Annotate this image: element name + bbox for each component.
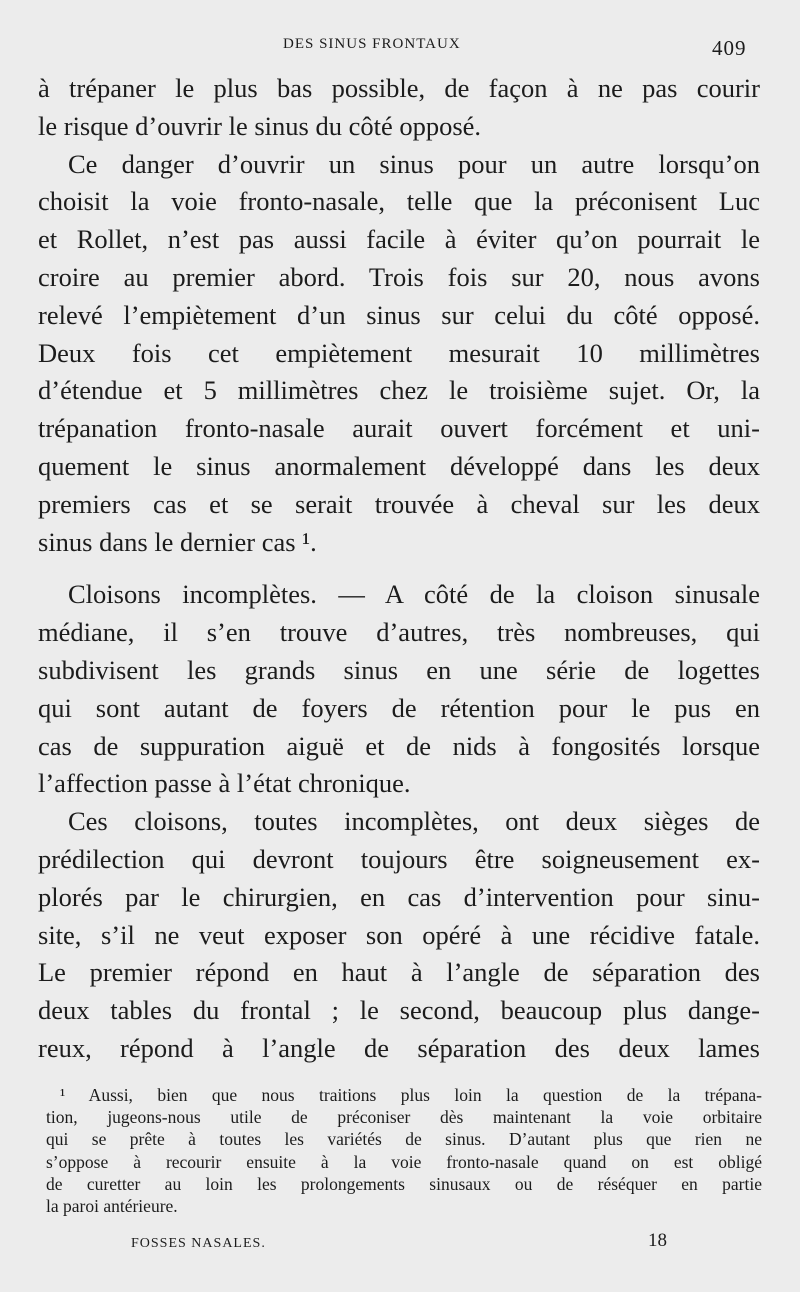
footnote-line: la paroi antérieure. <box>46 1196 178 1217</box>
text-line: Ces cloisons, toutes incomplètes, ont deux sièges de <box>68 806 760 837</box>
text-line: cas de suppuration aiguë et de nids à fongosités lorsque <box>38 730 760 761</box>
text-line: plorés par le chirurgien, en cas d’intervention pour sinu- <box>38 881 760 912</box>
text-line: quement le sinus anormalement développé dans les deux <box>38 450 760 481</box>
text-line: deux tables du frontal ; le second, beaucoup plus dange- <box>38 995 760 1026</box>
text-line: Le premier répond en haut à l’angle de séparation des <box>38 957 760 988</box>
text-line: à trépaner le plus bas possible, de façon à ne pas courir <box>38 73 760 103</box>
signature-number: 18 <box>648 1230 667 1251</box>
signature-title: FOSSES NASALES. <box>131 1236 266 1251</box>
text-line: trépanation fronto-nasale aurait ouvert forcément et uni- <box>38 413 760 444</box>
footnote-line: ¹ Aussi, bien que nous traitions plus loin la question de la trépana- <box>60 1085 762 1105</box>
footnote-line: tion, jugeons-nous utile de préconiser dès maintenant la voie orbitaire <box>46 1107 762 1128</box>
footnote <box>46 1084 762 1217</box>
section-heading-line: Cloisons incomplètes. — A côté de la cloison sinusale <box>68 579 760 610</box>
text-line: Deux fois cet empiètement mesurait 10 millimètres <box>38 337 760 368</box>
footnote-line: s’oppose à recourir ensuite à la voie fronto-nasale quand on est obligé <box>46 1151 762 1172</box>
running-title: DES SINUS FRONTAUX <box>283 36 461 52</box>
text-line: prédilection qui devront toujours être soigneusement ex- <box>38 843 760 874</box>
footnote-line: qui se prête à toutes les variétés de sinus. D’autant plus que rien ne <box>46 1129 762 1150</box>
page-number: 409 <box>712 36 747 60</box>
text-line: le risque d’ouvrir le sinus du côté opposé. <box>38 110 482 141</box>
text-line: reux, répond à l’angle de séparation des deux lames <box>38 1032 760 1063</box>
text-line: choisit la voie fronto-nasale, telle que la préconisent Luc <box>38 186 760 217</box>
text-line: et Rollet, n’est pas aussi facile à éviter qu’on pourrait le <box>38 224 760 255</box>
text-line: qui sont autant de foyers de rétention pour le pus en <box>38 692 760 723</box>
text-line: sinus dans le dernier cas ¹. <box>38 526 317 557</box>
text-line: croire au premier abord. Trois fois sur 20, nous avons <box>38 261 760 292</box>
body-text <box>38 70 760 1068</box>
text-line: l’affection passe à l’état chronique. <box>38 768 411 799</box>
text-line: subdivisent les grands sinus en une série de logettes <box>38 654 760 685</box>
text-line: médiane, il s’en trouve d’autres, très nombreuses, qui <box>38 617 760 648</box>
footnote-line: de curetter au loin les prolongements sinusaux ou de réséquer en partie <box>46 1173 762 1194</box>
text-line: site, s’il ne veut exposer son opéré à une récidive fatale. <box>38 919 760 950</box>
text-line: relevé l’empiètement d’un sinus sur celui du côté opposé. <box>38 299 760 330</box>
paragraph-gap <box>38 561 760 576</box>
text-line: Ce danger d’ouvrir un sinus pour un autre lorsqu’on <box>68 148 760 179</box>
text-line: d’étendue et 5 millimètres chez le troisième sujet. Or, la <box>38 375 760 406</box>
text-line: premiers cas et se serait trouvée à cheval sur les deux <box>38 488 760 519</box>
